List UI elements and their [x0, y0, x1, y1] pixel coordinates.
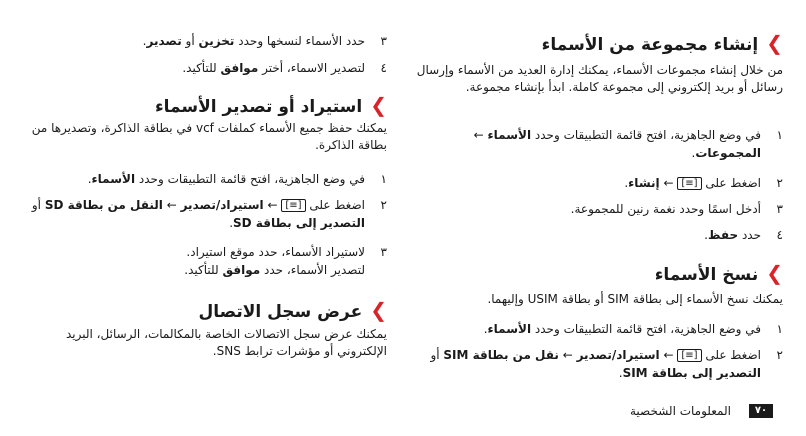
chevron-right-icon: ❯ — [370, 298, 387, 322]
page-number: ٧٠ — [749, 404, 773, 418]
section-intro: يمكنك عرض سجل الاتصالات الخاصة بالمكالمات، الرسائل، البريد الإلكتروني أو مؤشرات ترابط SNS. — [65, 327, 387, 358]
section-intro: من خلال إنشاء مجموعات الأسماء، يمكنك إدارة العديد من الأسماء وإرسال رسائل أو بريد إلكتروني إلى مجموعة كاملة. ابدأ بإنشاء مجموعة. — [416, 63, 783, 94]
section-heading-call-log: ❯عرض سجل الاتصال — [198, 298, 387, 322]
step-item: ٣ لاستيراد الأسماء، حدد موقع استيراد. لتصدير الأسماء، حدد موافق للتأكيد. — [184, 245, 387, 277]
footer-section-label: المعلومات الشخصية — [630, 404, 731, 418]
step-item: ٢ اضغط على [≡] ← إنشاء. — [624, 176, 783, 190]
step-item: ٢ اضغط على [≡] ← استيراد/تصدير ← النقل من بطاقة SD أو التصدير إلى بطاقة SD. — [31, 198, 387, 230]
menu-key-icon: [≡] — [677, 177, 701, 190]
menu-key-icon: [≡] — [677, 349, 701, 362]
step-item: ٤ لتصدير الاسماء، أختر موافق للتأكيد. — [182, 61, 387, 75]
step-item: ١ في وضع الجاهزية، افتح قائمة التطبيقات وحدد الأسماء ← المجموعات. — [473, 128, 783, 160]
step-item: ٢ اضغط على [≡] ← استيراد/تصدير ← نقل من بطاقة SIM أو التصدير إلى بطاقة SIM. — [430, 348, 783, 380]
step-item: ٤ حدد حفظ. — [704, 228, 783, 242]
step-item: ٣ حدد الأسماء لنسخها وحدد تخزين أو تصدير. — [142, 34, 387, 48]
step-item: ١ في وضع الجاهزية، افتح قائمة التطبيقات وحدد الأسماء. — [87, 172, 387, 186]
section-intro: يمكنك حفظ جميع الأسماء كملفات vcf في بطاقة الذاكرة، وتصديرها من بطاقة الذاكرة. — [31, 121, 387, 152]
chevron-right-icon: ❯ — [766, 261, 783, 285]
step-item: ٣ أدخل اسمًا وحدد نغمة رنين للمجموعة. — [570, 202, 783, 216]
section-intro: يمكنك نسخ الأسماء إلى بطاقة SIM أو بطاقة USIM وإليهما. — [487, 292, 783, 306]
section-heading-create-group: ❯إنشاء مجموعة من الأسماء — [541, 31, 783, 55]
section-heading-import-export: ❯استيراد أو تصدير الأسماء — [154, 93, 387, 117]
step-item: ١ في وضع الجاهزية، افتح قائمة التطبيقات وحدد الأسماء. — [483, 322, 783, 336]
menu-key-icon: [≡] — [281, 199, 305, 212]
chevron-right-icon: ❯ — [370, 93, 387, 117]
chevron-right-icon: ❯ — [766, 31, 783, 55]
section-heading-copy-contacts: ❯نسخ الأسماء — [654, 261, 783, 285]
